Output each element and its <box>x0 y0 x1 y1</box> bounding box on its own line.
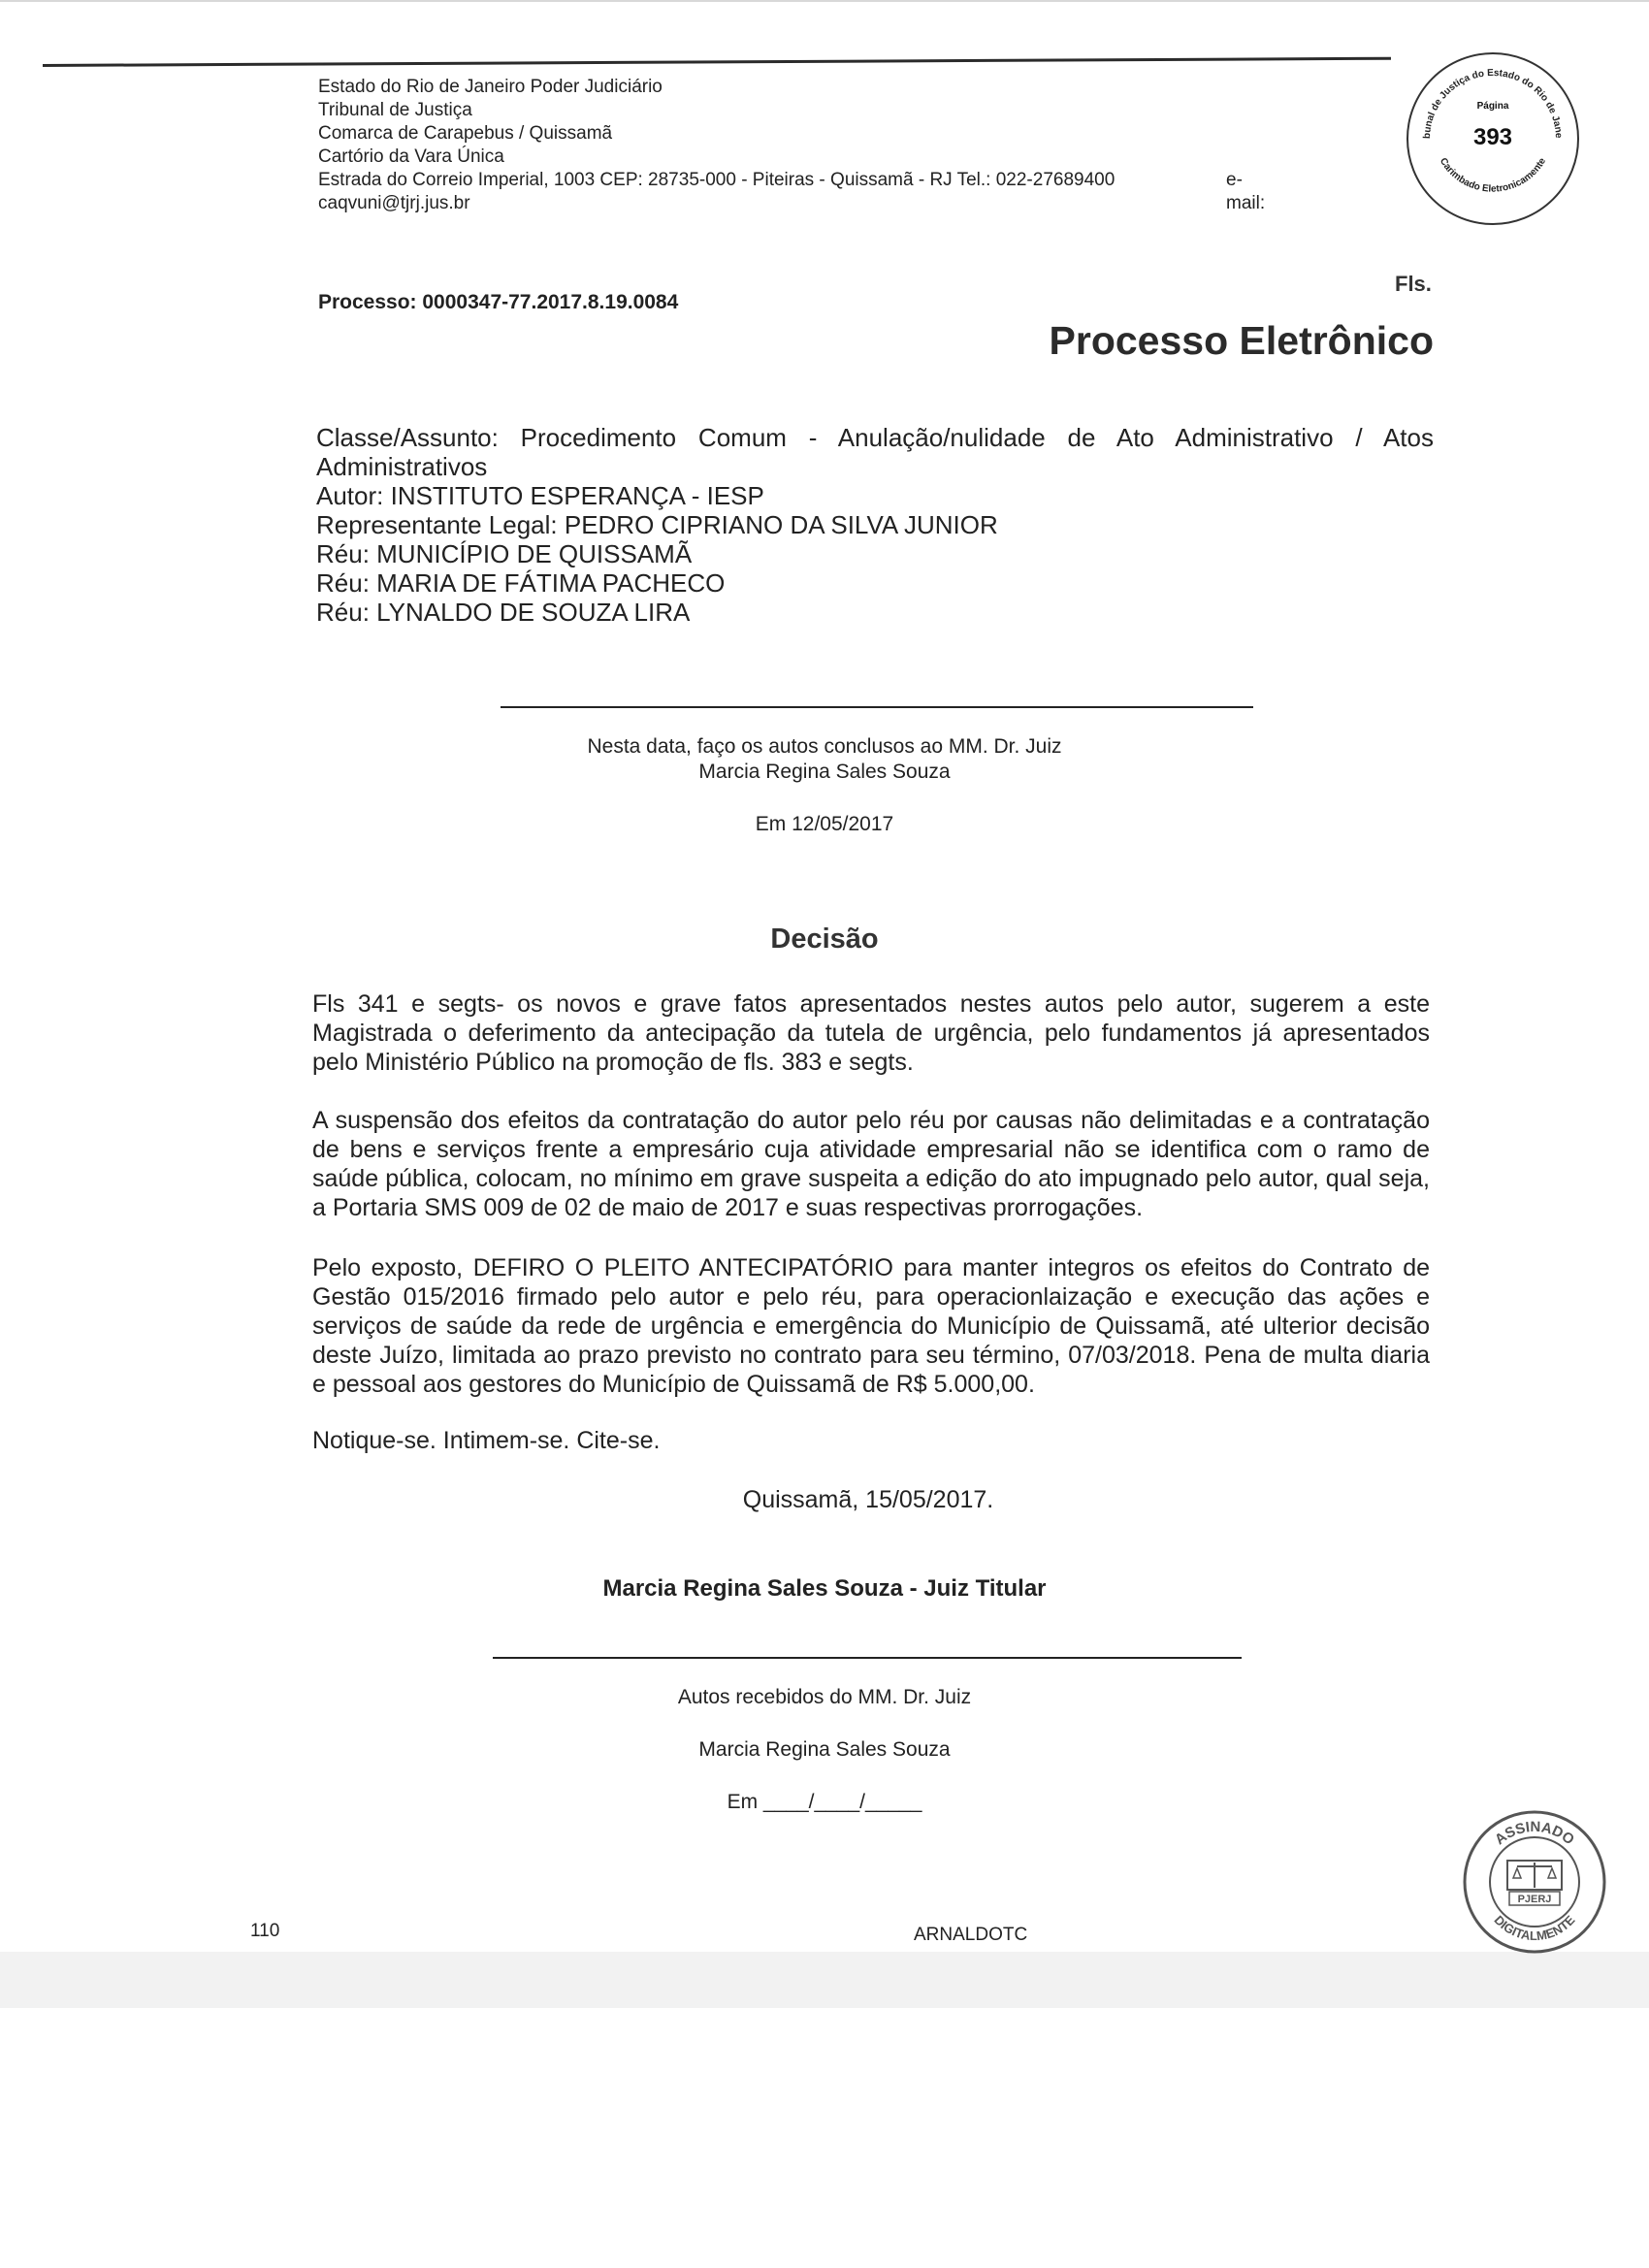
seal-page-number: 393 <box>1472 124 1513 150</box>
autor-line: Autor: INSTITUTO ESPERANÇA - IESP <box>316 481 764 510</box>
footer-number: 110 <box>250 1921 280 1941</box>
scales-of-justice-icon <box>1459 1806 1610 1958</box>
classe-assunto-line1: Classe/Assunto: Procedimento Comum - Anulação/nulidade de Ato Administrativo / Atos <box>316 423 1434 452</box>
divider <box>493 1657 1242 1659</box>
place-date: Quissamã, 15/05/2017. <box>742 1486 994 1513</box>
decision-paragraph: Fls 341 e segts- os novos e grave fatos apresentados nestes autos pelo autor, sugerem a este Magistrada o deferimento da antecipação da tutela de urgência, pelo fundamentos já apresentados pelo Ministério Público na promoção de fls. 383 e segts. <box>312 990 1430 1076</box>
electronic-process-title: Processo Eletrônico <box>1049 318 1434 363</box>
signer-name: Marcia Regina Sales Souza - Juiz Titular <box>602 1575 1047 1602</box>
conclusion-date: Em 12/05/2017 <box>755 813 894 835</box>
received-date-blank: Em ____/____/_____ <box>727 1791 922 1813</box>
header-line: Cartório da Vara Única <box>318 146 504 167</box>
parties-block <box>316 423 1434 627</box>
court-header <box>318 76 1266 215</box>
decision-paragraph: Notique-se. Intimem-se. Cite-se. <box>312 1427 661 1454</box>
scan-bleed-through <box>0 1952 1649 2008</box>
fls-label: Fls. <box>1395 272 1432 296</box>
header-rule <box>43 57 1391 67</box>
page-edge <box>0 0 1649 2</box>
svg-text:DIGITALMENTE <box>1492 1912 1578 1943</box>
seal-ring-top: bunal de Justiça do Estado do Rio de Jane <box>1421 67 1565 140</box>
email-label: e-mail: <box>1226 170 1266 213</box>
stamp-bottom-text: DIGITALMENTE <box>1491 1912 1578 1944</box>
header-line: Estrada do Correio Imperial, 1003 CEP: 28735-000 - Piteiras - Quissamã - RJ Tel.: 022-27689400 <box>318 170 1116 190</box>
reu-line: Réu: MUNICÍPIO DE QUISSAMÃ <box>316 539 693 568</box>
stamp-center-text: PJERJ <box>1517 1894 1552 1905</box>
electronic-seal <box>1401 47 1585 231</box>
decision-paragraph: A suspensão dos efeitos da contratação do autor pelo réu por causas não delimitadas e a contratação de bens e serviços frente a empresário cuja atividade empresarial não se identifica com o ramo de saúde pública, colocam, no mínimo em grave suspeita a edição do ato impugnado pelo autor, qual seja, a Portaria SMS 009 de 02 de maio de 2017 e suas respectivas prorrogações. <box>312 1107 1430 1221</box>
conclusion-line1: Nesta data, faço os autos conclusos ao MM. Dr. Juiz <box>587 735 1062 758</box>
divider <box>501 706 1253 708</box>
classe-assunto-line2: Administrativos <box>316 452 488 481</box>
received-line2: Marcia Regina Sales Souza <box>698 1738 951 1761</box>
stamp-top-text: ASSINADO <box>1491 1818 1578 1849</box>
conclusion-line2: Marcia Regina Sales Souza <box>698 761 951 783</box>
header-line: caqvuni@tjrj.jus.br <box>318 193 470 213</box>
header-line: Tribunal de Justiça <box>318 100 472 120</box>
reu-line: Réu: LYNALDO DE SOUZA LIRA <box>316 598 691 627</box>
seal-page-label: Página <box>1476 101 1509 112</box>
header-line: Estado do Rio de Janeiro Poder Judiciário <box>318 77 663 97</box>
process-number: Processo: 0000347-77.2017.8.19.0084 <box>318 291 679 313</box>
digital-signature-stamp <box>1459 1806 1610 1958</box>
decision-title: Decisão <box>770 923 879 955</box>
reu-line: Réu: MARIA DE FÁTIMA PACHECO <box>316 568 726 598</box>
representante-line: Representante Legal: PEDRO CIPRIANO DA SILVA JUNIOR <box>316 510 998 539</box>
seal-ring-bottom: Carimbado Eletronicamente <box>1437 155 1549 195</box>
decision-paragraph: Pelo exposto, DEFIRO O PLEITO ANTECIPATÓRIO para manter integros os efeitos do Contrato de Gestão 015/2016 firmado pelo autor e pelo réu, para operacionlaização e execução das ações e serviços de saúde da rede de urgência e emergência do Município de Quissamã, até ulterior decisão deste Juízo, limitada ao prazo previsto no contrato para seu término, 07/03/2018. Pena de multa diaria e pessoal aos gestores do Município de Quissamã de R$ 5.000,00. <box>312 1254 1430 1398</box>
footer-user: ARNALDOTC <box>914 1925 1028 1945</box>
svg-text:ASSINADO <box>1492 1819 1577 1849</box>
received-line1: Autos recebidos do MM. Dr. Juiz <box>677 1686 972 1708</box>
svg-text:Carimbado Eletronicamente <box>1438 156 1548 195</box>
header-line: Comarca de Carapebus / Quissamã <box>318 123 613 144</box>
